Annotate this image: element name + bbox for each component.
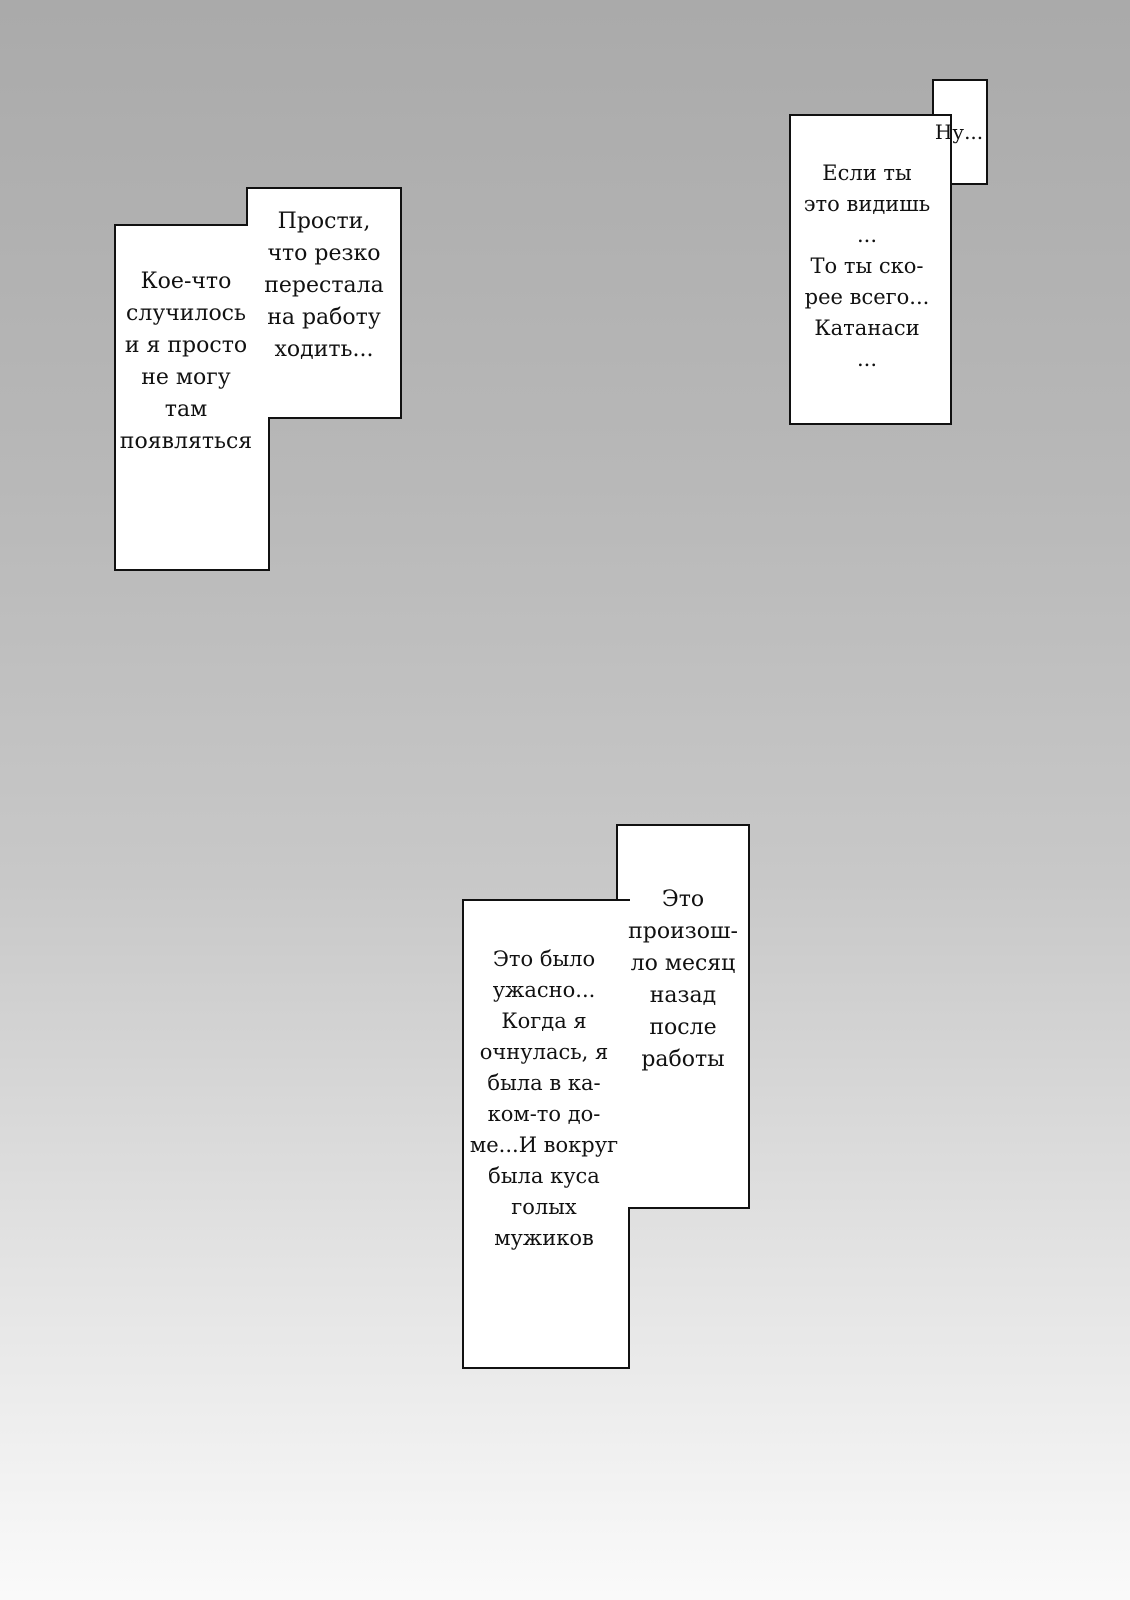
- caption-text-right-long: Если ты это видишь ... То ты ско- рее всего... Катанаси ...: [803, 161, 931, 371]
- caption-text-left-first: Прости, что резко перестала на работу ходить...: [264, 209, 384, 362]
- caption-text-bottom-first: Это произош- ло месяц назад после работы: [628, 887, 738, 1072]
- caption-text-left-second: Кое-что случилось и я просто не могу там появляться: [119, 269, 253, 454]
- caption-text-right-short: Ну...: [934, 120, 984, 144]
- caption-text-bottom-second: Это было ужасно... Когда я очнулась, я была в ка- ком-то до- ме...И вокруг была куса голых мужиков: [469, 947, 619, 1250]
